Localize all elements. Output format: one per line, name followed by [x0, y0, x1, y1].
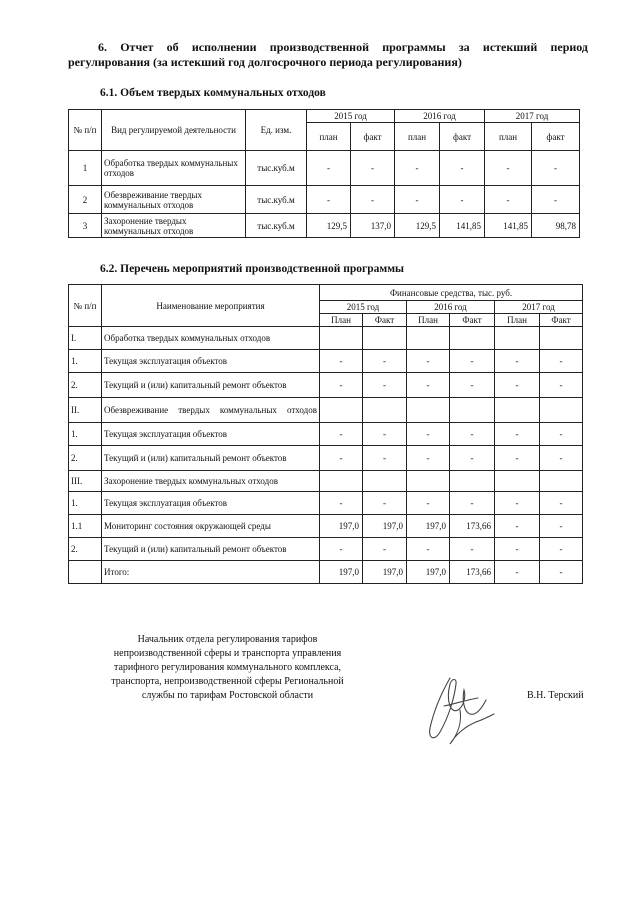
row-num: 1	[69, 151, 102, 186]
row-num: 2.	[69, 373, 102, 398]
cell-value: -	[307, 151, 351, 186]
cell-value: -	[320, 492, 363, 515]
volume-table	[68, 109, 580, 238]
cell-value: 197,0	[363, 561, 407, 584]
cell-value: -	[407, 446, 450, 471]
cell-value: 197,0	[320, 561, 363, 584]
header-plan: План	[407, 314, 450, 327]
cell-value: -	[540, 492, 583, 515]
row-measure: Обезвреживание твердых коммунальных отходов	[102, 398, 320, 423]
cell-value: -	[495, 515, 540, 538]
signatory-line: службы по тарифам Ростовской области	[141, 690, 314, 701]
cell-value: -	[363, 373, 407, 398]
row-activity: Обезвреживание твердых коммунальных отходов	[102, 186, 246, 214]
table-row	[69, 398, 583, 423]
cell-value: 141,85	[485, 214, 532, 238]
header-year: 2016 год	[407, 301, 495, 314]
row-activity: Обработка твердых коммунальных отходов	[102, 151, 246, 186]
row-num: 1.	[69, 423, 102, 446]
header-plan: план	[485, 123, 532, 151]
cell-value	[320, 471, 363, 492]
cell-value: 129,5	[395, 214, 440, 238]
handwritten-signature	[420, 670, 498, 750]
header-plan: План	[320, 314, 363, 327]
header-year: 2017 год	[495, 301, 583, 314]
cell-value	[450, 327, 495, 350]
header-year: 2015 год	[320, 301, 407, 314]
table-row	[69, 373, 583, 398]
header-fact: факт	[351, 123, 395, 151]
table-row	[69, 186, 580, 214]
header-num: № п/п	[69, 285, 102, 327]
signatory-line: Начальник отдела регулирования тарифов	[137, 634, 318, 645]
subsection-heading-6-2: 6.2. Перечень мероприятий производственной программы	[100, 263, 405, 275]
table-row	[69, 446, 583, 471]
cell-value: -	[540, 373, 583, 398]
header-fact: факт	[532, 123, 580, 151]
cell-value: -	[450, 373, 495, 398]
cell-value	[495, 471, 540, 492]
cell-value: -	[407, 492, 450, 515]
cell-value	[407, 327, 450, 350]
cell-value: -	[351, 186, 395, 214]
row-measure: Текущий и (или) капитальный ремонт объектов	[102, 373, 320, 398]
header-plan: план	[395, 123, 440, 151]
header-plan: План	[495, 314, 540, 327]
signatory-title	[80, 633, 375, 703]
cell-value: -	[450, 350, 495, 373]
cell-value: -	[407, 538, 450, 561]
cell-value: -	[450, 492, 495, 515]
table-row	[69, 538, 583, 561]
cell-value	[540, 398, 583, 423]
cell-value: -	[540, 561, 583, 584]
row-unit: тыс.куб.м	[246, 214, 307, 238]
table-row	[69, 214, 580, 238]
section-heading: 6. Отчет об исполнении производственной программы за истекший период регулирования (за истекший год долгосрочного периода регулирования)	[68, 40, 588, 69]
cell-value: -	[540, 515, 583, 538]
header-fact: Факт	[363, 314, 407, 327]
cell-value: 173,66	[450, 561, 495, 584]
row-num	[69, 561, 102, 584]
header-measure: Наименование мероприятия	[102, 285, 320, 327]
row-num: 2.	[69, 538, 102, 561]
cell-value: -	[395, 151, 440, 186]
table-row	[69, 561, 583, 584]
cell-value: -	[407, 373, 450, 398]
cell-value: -	[495, 373, 540, 398]
cell-value	[363, 471, 407, 492]
cell-value: -	[320, 350, 363, 373]
cell-value	[450, 471, 495, 492]
cell-value: -	[540, 350, 583, 373]
cell-value	[540, 471, 583, 492]
cell-value: 197,0	[320, 515, 363, 538]
cell-value: -	[351, 151, 395, 186]
cell-value: -	[495, 350, 540, 373]
cell-value: -	[450, 446, 495, 471]
cell-value: 98,78	[532, 214, 580, 238]
cell-value: -	[485, 151, 532, 186]
table-row	[69, 350, 583, 373]
cell-value: -	[320, 446, 363, 471]
table-row	[69, 423, 583, 446]
cell-value: -	[450, 538, 495, 561]
cell-value	[407, 471, 450, 492]
row-num: I.	[69, 327, 102, 350]
cell-value: 173,66	[450, 515, 495, 538]
measures-table	[68, 284, 583, 584]
header-fact: Факт	[540, 314, 583, 327]
cell-value: -	[540, 446, 583, 471]
cell-value: -	[495, 561, 540, 584]
header-year: 2016 год	[395, 110, 485, 123]
header-num: № п/п	[69, 110, 102, 151]
cell-value	[495, 327, 540, 350]
cell-value	[450, 398, 495, 423]
row-num: 2.	[69, 446, 102, 471]
row-num: 1.1	[69, 515, 102, 538]
cell-value	[320, 398, 363, 423]
cell-value: -	[495, 538, 540, 561]
cell-value: -	[532, 186, 580, 214]
header-year: 2015 год	[307, 110, 395, 123]
row-measure: Текущий и (или) капитальный ремонт объектов	[102, 446, 320, 471]
cell-value: 197,0	[363, 515, 407, 538]
cell-value: -	[485, 186, 532, 214]
signatory-name: В.Н. Терский	[527, 690, 584, 701]
header-plan: план	[307, 123, 351, 151]
cell-value: -	[363, 538, 407, 561]
row-measure: Захоронение твердых коммунальных отходов	[102, 471, 320, 492]
cell-value	[363, 327, 407, 350]
table-row	[69, 471, 583, 492]
row-measure: Мониторинг состояния окружающей среды	[102, 515, 320, 538]
row-measure: Обработка твердых коммунальных отходов	[102, 327, 320, 350]
table-row	[69, 151, 580, 186]
cell-value: -	[407, 350, 450, 373]
cell-value: -	[495, 446, 540, 471]
header-unit: Ед. изм.	[246, 110, 307, 151]
cell-value: 129,5	[307, 214, 351, 238]
cell-value: 197,0	[407, 561, 450, 584]
row-num: 2	[69, 186, 102, 214]
header-year: 2017 год	[485, 110, 580, 123]
row-num: II.	[69, 398, 102, 423]
cell-value: -	[320, 423, 363, 446]
row-measure: Текущая эксплуатация объектов	[102, 350, 320, 373]
cell-value: -	[450, 423, 495, 446]
row-unit: тыс.куб.м	[246, 186, 307, 214]
cell-value: -	[440, 151, 485, 186]
row-measure: Текущий и (или) капитальный ремонт объектов	[102, 538, 320, 561]
cell-value: -	[395, 186, 440, 214]
cell-value: -	[540, 423, 583, 446]
row-activity: Захоронение твердых коммунальных отходов	[102, 214, 246, 238]
cell-value: -	[495, 423, 540, 446]
signatory-line: тарифного регулирования коммунального комплекса,	[113, 662, 342, 673]
header-activity: Вид регулируемой деятельности	[102, 110, 246, 151]
cell-value: -	[363, 423, 407, 446]
table-row	[69, 515, 583, 538]
row-measure: Итого:	[102, 561, 320, 584]
header-fact: Факт	[450, 314, 495, 327]
cell-value: -	[495, 492, 540, 515]
cell-value: -	[440, 186, 485, 214]
header-fact: факт	[440, 123, 485, 151]
cell-value: -	[320, 538, 363, 561]
cell-value: -	[307, 186, 351, 214]
cell-value	[540, 327, 583, 350]
cell-value	[495, 398, 540, 423]
row-measure: Текущая эксплуатация объектов	[102, 423, 320, 446]
cell-value: -	[363, 350, 407, 373]
table-row	[69, 327, 583, 350]
cell-value	[320, 327, 363, 350]
cell-value: -	[540, 538, 583, 561]
table-row	[69, 492, 583, 515]
cell-value: -	[363, 446, 407, 471]
row-num: 3	[69, 214, 102, 238]
cell-value	[407, 398, 450, 423]
cell-value: 141,85	[440, 214, 485, 238]
cell-value	[363, 398, 407, 423]
row-unit: тыс.куб.м	[246, 151, 307, 186]
row-measure: Текущая эксплуатация объектов	[102, 492, 320, 515]
cell-value: -	[363, 492, 407, 515]
header-finance: Финансовые средства, тыс. руб.	[320, 285, 583, 301]
row-num: 1.	[69, 492, 102, 515]
row-num: III.	[69, 471, 102, 492]
subsection-heading-6-1: 6.1. Объем твердых коммунальных отходов	[100, 87, 326, 99]
cell-value: -	[320, 373, 363, 398]
signatory-line: непроизводственной сферы и транспорта управления	[113, 648, 342, 659]
signatory-line: транспорта, непроизводственной сферы Региональной	[111, 676, 344, 687]
cell-value: 137,0	[351, 214, 395, 238]
cell-value: -	[532, 151, 580, 186]
row-num: 1.	[69, 350, 102, 373]
cell-value: 197,0	[407, 515, 450, 538]
cell-value: -	[407, 423, 450, 446]
